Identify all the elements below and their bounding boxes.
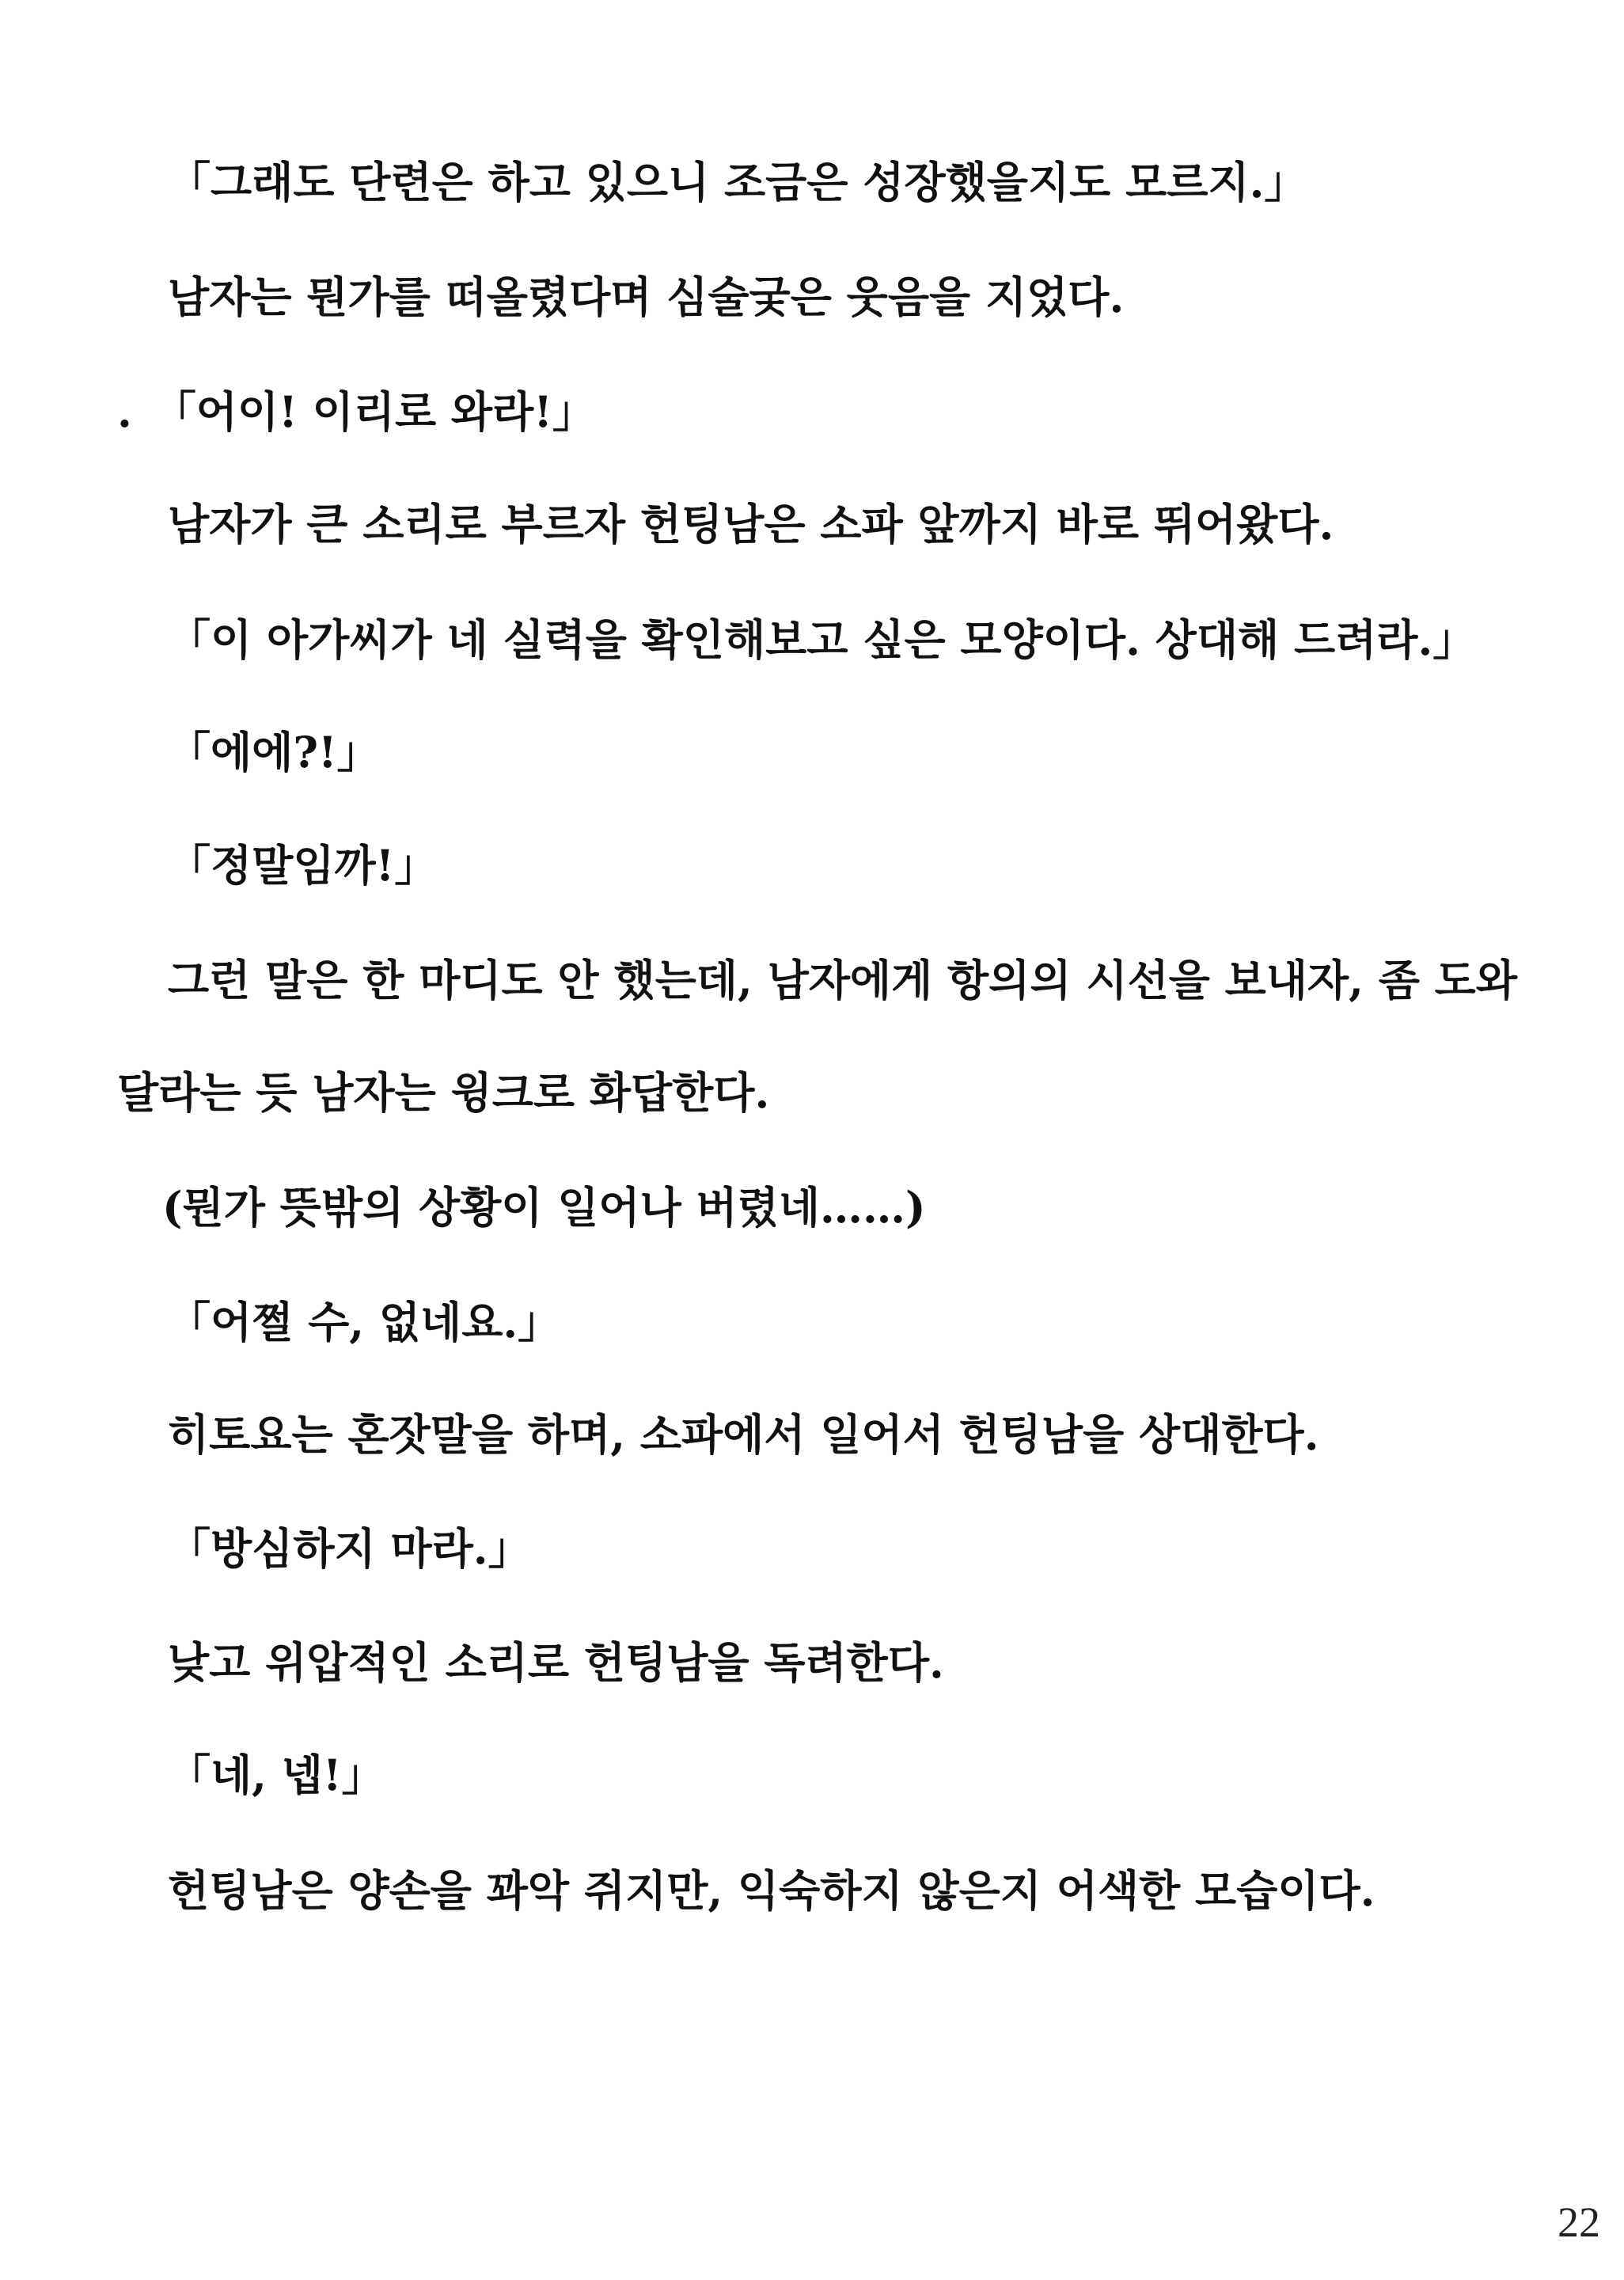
- text-line: 「이 아가씨가 네 실력을 확인해보고 싶은 모양이다. 상대해 드려라.」: [168, 614, 1476, 665]
- text-line: 달라는 듯 남자는 윙크로 화답한다.: [117, 1067, 770, 1118]
- text-line: 남자가 큰 소리로 부르자 헌팅남은 소파 앞까지 바로 뛰어왔다.: [168, 499, 1334, 549]
- text-line: 히토요는 혼잣말을 하며, 소파에서 일어서 헌팅남을 상대한다.: [168, 1409, 1319, 1460]
- text-line: 「에에?!」: [168, 727, 380, 777]
- text-line: 낮고 위압적인 소리로 헌팅남을 독려한다.: [168, 1637, 944, 1688]
- text-line: 「그래도 단련은 하고 있으니 조금은 성장했을지도 모르지.」: [168, 157, 1307, 207]
- text-line: (뭔가 뜻밖의 상황이 일어나 버렸네……): [162, 1182, 926, 1233]
- text-line: 남자는 뭔가를 떠올렸다며 심술궂은 웃음을 지었다.: [168, 272, 1125, 322]
- text-line: 그런 말은 한 마디도 안 했는데, 남자에게 항의의 시선을 보내자, 좀 도와: [168, 955, 1517, 1005]
- text-line: 「어쩔 수, 없네요.」: [168, 1297, 561, 1347]
- text-line: 「방심하지 마라.」: [168, 1523, 531, 1574]
- text-line: 「정말임까!」: [168, 840, 438, 891]
- text-line: 헌팅남은 양손을 꽈악 쥐지만, 익숙하지 않은지 어색한 모습이다.: [168, 1865, 1375, 1916]
- page-number: 22: [1558, 2198, 1600, 2246]
- text-line: . 「어이! 이리로 와라!」: [117, 386, 595, 437]
- text-line: 「네, 넵!」: [168, 1750, 385, 1800]
